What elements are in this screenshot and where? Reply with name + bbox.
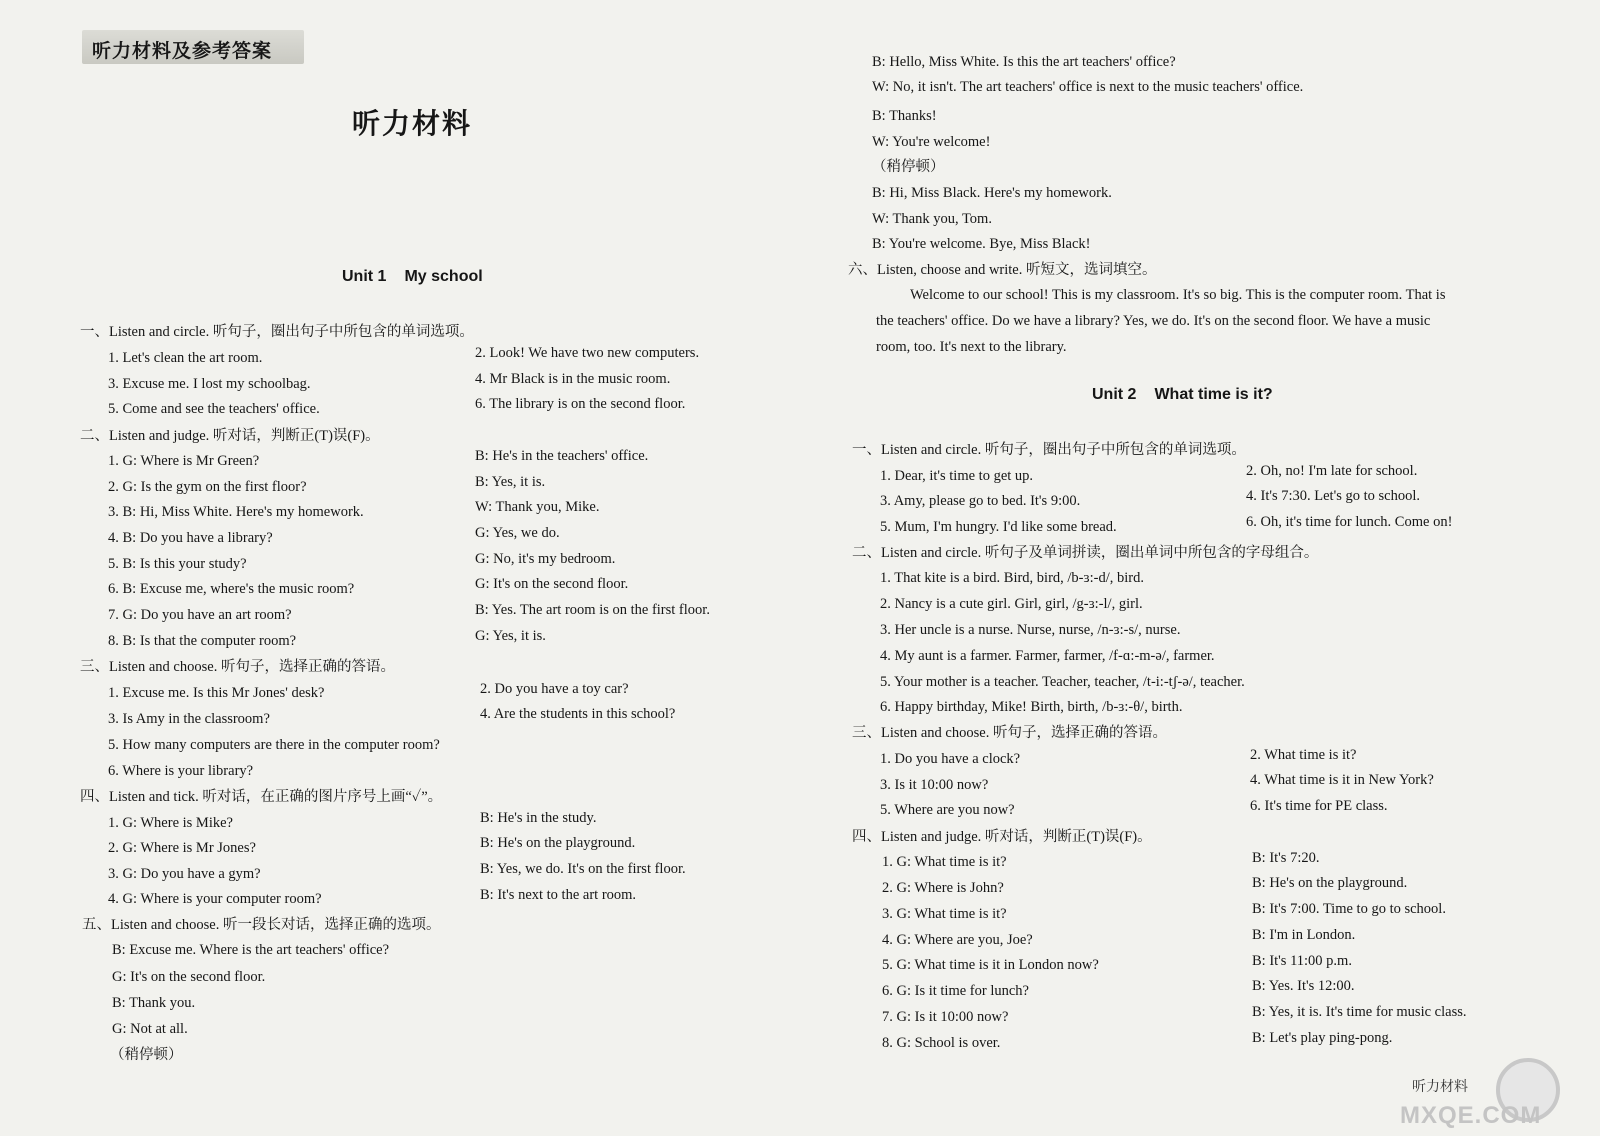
dialog-answer: B: Yes. The art room is on the first floor. [475,602,710,618]
unit1-name: My school [404,268,483,285]
dialog-answer: G: It's on the second floor. [475,576,629,592]
u1-s1-heading: 一、Listen and circle. 听句子，圈出句子中所包含的单词选项。 [80,324,474,340]
dialog-answer: B: It's 7:20. [1252,850,1320,866]
dialog-answer: B: It's 7:00. Time to go to school. [1252,901,1446,917]
dialog-answer: B: Let's play ping-pong. [1252,1030,1393,1046]
dialog-question: 1. G: Where is Mike? [108,815,233,831]
dialog-answer: B: Yes, it is. [475,474,546,490]
dialog-question: 4. G: Where is your computer room? [108,891,322,907]
list-item: 6. The library is on the second floor. [475,396,686,412]
unit2-title [1092,386,1273,404]
dialog-answer: G: No, it's my bedroom. [475,551,616,567]
list-item: 6. It's time for PE class. [1250,798,1388,814]
list-item: 2. Oh, no! I'm late for school. [1246,463,1418,479]
list-item: 3. Amy, please go to bed. It's 9:00. [880,493,1081,509]
dialog-question: 3. G: Do you have a gym? [108,866,261,882]
dialog-question: 4. G: Where are you, Joe? [882,932,1033,948]
u2-s1-heading: 一、Listen and circle. 听句子，圈出句子中所包含的单词选项。 [852,442,1246,458]
dialog-answer: B: He's in the study. [480,810,597,826]
dialog-line: W: Thank you, Tom. [872,211,992,227]
u1-s2-heading: 二、Listen and judge. 听对话，判断正(T)误(F)。 [80,428,380,444]
dialog-answer: B: He's in the teachers' office. [475,448,649,464]
dialog-question: 4. B: Do you have a library? [108,530,273,546]
dialog-line: B: You're welcome. Bye, Miss Black! [872,236,1091,252]
list-item: 4. Are the students in this school? [480,706,676,722]
dialog-line: B: Thank you. [112,995,196,1011]
list-item: 3. Excuse me. I lost my schoolbag. [108,376,311,392]
u1-s4-heading: 四、Listen and tick. 听对话，在正确的图片序号上画“✓”。 [80,789,443,805]
list-item: 1. Do you have a clock? [880,751,1021,767]
list-item: 3. Is it 10:00 now? [880,777,989,793]
dialog-answer: B: Yes. It's 12:00. [1252,978,1355,994]
dialog-question: 2. G: Is the gym on the first floor? [108,479,307,495]
dialog-pause: （稍停顿） [872,159,945,175]
list-item: 1. That kite is a bird. Bird, bird, /b-ɜ:-d/, bird. [880,570,1144,586]
dialog-line: G: It's on the second floor. [112,969,266,985]
u2-s3-heading: 三、Listen and choose. 听句子，选择正确的答语。 [852,725,1167,741]
dialog-question: 3. G: What time is it? [882,906,1007,922]
dialog-answer: B: Yes, we do. It's on the first floor. [480,861,686,877]
dialog-line: G: Not at all. [112,1021,188,1037]
dialog-question: 2. G: Where is John? [882,880,1004,896]
u1-s3-heading: 三、Listen and choose. 听句子，选择正确的答语。 [80,659,395,675]
list-item: 5. Come and see the teachers' office. [108,401,320,417]
dialog-question: 6. G: Is it time for lunch? [882,983,1029,999]
list-item: 2. What time is it? [1250,747,1357,763]
dialog-answer: B: It's next to the art room. [480,887,637,903]
list-item: 3. Is Amy in the classroom? [108,711,270,727]
dialog-question: 5. G: What time is it in London now? [882,957,1099,973]
list-item: 2. Nancy is a cute girl. Girl, girl, /g-ɜ:-l/, girl. [880,596,1143,612]
right-page [800,0,1600,1136]
unit1-number: Unit 1 [342,268,387,285]
dialog-line: B: Hi, Miss Black. Here's my homework. [872,185,1112,201]
footer-label: 听力材料 [1412,1080,1468,1095]
dialog-answer: B: I'm in London. [1252,927,1356,943]
dialog-answer: B: He's on the playground. [480,835,636,851]
dialog-line: B: Thanks! [872,108,937,124]
unit1-title [342,268,483,286]
dialog-answer: B: Yes, it is. It's time for music class. [1252,1004,1467,1020]
list-item: 4. It's 7:30. Let's go to school. [1246,488,1420,504]
dialog-line: B: Excuse me. Where is the art teachers' office? [112,942,390,958]
header-banner [82,30,304,64]
watermark-text: MXQE.COM [1400,1102,1542,1129]
list-item: 5. How many computers are there in the computer room? [108,737,440,753]
dialog-question: 7. G: Is it 10:00 now? [882,1009,1009,1025]
dialog-answer: G: Yes, we do. [475,525,560,541]
passage-line: Welcome to our school! This is my classroom. It's so big. This is the computer room. That is [910,287,1446,303]
list-item: 1. Dear, it's time to get up. [880,468,1034,484]
list-item: 1. Let's clean the art room. [108,350,263,366]
passage-line: the teachers' office. Do we have a library? Yes, we do. It's on the second floor. We have a music [876,313,1431,329]
dialog-answer: W: Thank you, Mike. [475,499,600,515]
list-item: 2. Do you have a toy car? [480,681,629,697]
list-item: 1. Excuse me. Is this Mr Jones' desk? [108,685,325,701]
dialog-answer: G: Yes, it is. [475,628,546,644]
dialog-question: 1. G: What time is it? [882,854,1007,870]
u1-s5-heading: 五、Listen and choose. 听一段长对话，选择正确的选项。 [82,917,441,933]
dialog-question: 1. G: Where is Mr Green? [108,453,260,469]
list-item: 3. Her uncle is a nurse. Nurse, nurse, /n-ɜ:-s/, nurse. [880,622,1181,638]
dialog-question: 8. B: Is that the computer room? [108,633,297,649]
dialog-line: B: Hello, Miss White. Is this the art teachers' office? [872,54,1176,70]
list-item: 4. Mr Black is in the music room. [475,371,671,387]
dialog-question: 5. B: Is this your study? [108,556,247,572]
unit2-name: What time is it? [1154,386,1273,403]
dialog-answer: B: He's on the playground. [1252,875,1408,891]
dialog-question: 7. G: Do you have an art room? [108,607,292,623]
list-item: 6. Happy birthday, Mike! Birth, birth, /b-ɜ:-θ/, birth. [880,699,1183,715]
list-item: 5. Mum, I'm hungry. I'd like some bread. [880,519,1117,535]
list-item: 6. Where is your library? [108,763,254,779]
header-text: 听力材料及参考答案 [92,40,273,62]
dialog-question: 8. G: School is over. [882,1035,1001,1051]
passage-line: room, too. It's next to the library. [876,339,1067,355]
list-item: 2. Look! We have two new computers. [475,345,700,361]
dialog-line: W: You're welcome! [872,134,991,150]
list-item: 5. Your mother is a teacher. Teacher, teacher, /t-i:-tʃ-ə/, teacher. [880,674,1245,690]
dialog-answer: B: It's 11:00 p.m. [1252,953,1352,969]
u1-s6-heading: 六、Listen, choose and write. 听短文，选词填空。 [848,262,1157,278]
list-item: 6. Oh, it's time for lunch. Come on! [1246,514,1453,530]
list-item: 4. My aunt is a farmer. Farmer, farmer, /f-ɑ:-m-ə/, farmer. [880,648,1215,664]
dialog-question: 6. B: Excuse me, where's the music room? [108,581,355,597]
page-title: 听力材料 [352,107,473,140]
watermark [1400,1058,1560,1130]
list-item: 5. Where are you now? [880,802,1015,818]
dialog-pause: （稍停顿） [110,1047,183,1063]
dialog-line: W: No, it isn't. The art teachers' office is next to the music teachers' office. [872,79,1304,95]
unit2-number: Unit 2 [1092,386,1137,403]
dialog-question: 2. G: Where is Mr Jones? [108,840,256,856]
list-item: 4. What time is it in New York? [1250,772,1434,788]
dialog-question: 3. B: Hi, Miss White. Here's my homework. [108,504,364,520]
u2-s4-heading: 四、Listen and judge. 听对话，判断正(T)误(F)。 [852,829,1152,845]
u2-s2-heading: 二、Listen and circle. 听句子及单词拼读，圈出单词中所包含的字母组合。 [852,545,1319,561]
